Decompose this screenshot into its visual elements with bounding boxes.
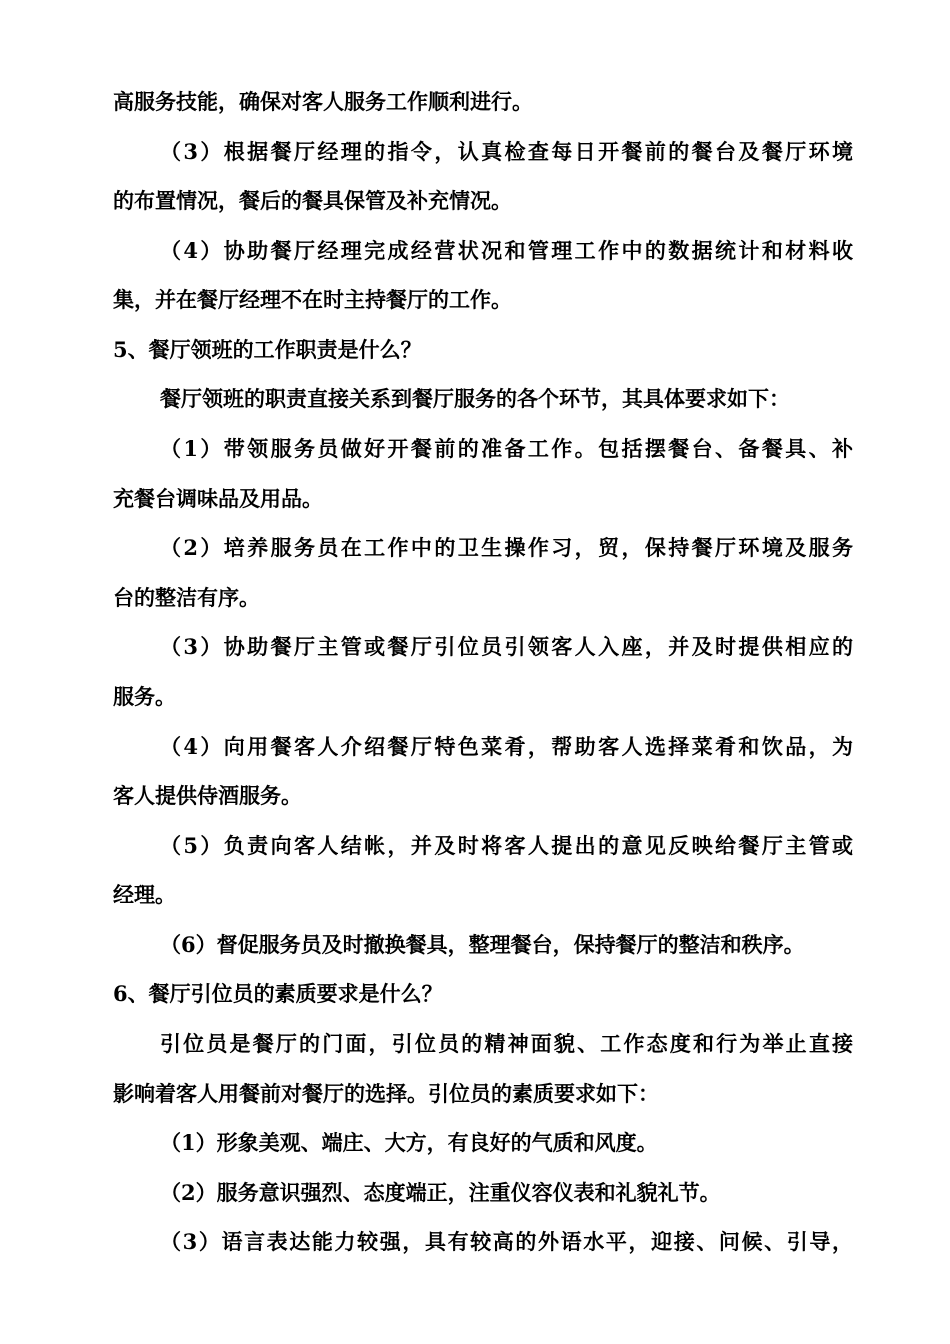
body-text-line: 的布置情况，餐后的餐具保管及补充情况。 bbox=[113, 188, 512, 213]
body-text-line: 影响着客人用餐前对餐厅的选择。引位员的素质要求如下： bbox=[113, 1081, 659, 1106]
section-heading: 6、餐厅引位员的素质要求是什么？ bbox=[113, 981, 443, 1006]
list-item-line: （3）根据餐厅经理的指令，认真检查每日开餐前的餐台及餐厅环境 bbox=[160, 139, 853, 164]
list-item-line: （4）向用餐客人介绍餐厅特色菜肴，帮助客人选择菜肴和饮品，为 bbox=[160, 734, 853, 759]
list-item-line: （2）服务意识强烈、态度端正，注重仪容仪表和礼貌礼节。 bbox=[160, 1180, 721, 1205]
list-item-line: （2）培养服务员在工作中的卫生操作习，贸，保持餐厅环境及服务 bbox=[160, 535, 853, 560]
list-item-line: （1）形象美观、端庄、大方，有良好的气质和风度。 bbox=[160, 1130, 658, 1155]
body-text-line: 高服务技能，确保对客人服务工作顺利进行。 bbox=[113, 89, 533, 114]
list-item-line: （6）督促服务员及时撤换餐具，整理餐台，保持餐厅的整洁和秩序。 bbox=[160, 932, 805, 957]
list-item-line: （3）协助餐厅主管或餐厅引位员引领客人入座，并及时提供相应的 bbox=[160, 634, 853, 659]
paragraph-line: 引位员是餐厅的门面，引位员的精神面貌、工作态度和行为举止直接 bbox=[160, 1031, 853, 1056]
section-heading: 5、餐厅领班的工作职责是什么？ bbox=[113, 337, 422, 362]
body-text-line: 经理。 bbox=[113, 882, 176, 907]
body-text-line: 客人提供侍酒服务。 bbox=[113, 783, 302, 808]
body-text-line: 服务。 bbox=[113, 684, 176, 709]
list-item-line: （1）带领服务员做好开餐前的准备工作。包括摆餐台、备餐具、补 bbox=[160, 436, 853, 461]
body-text-line: 充餐台调味品及用品。 bbox=[113, 486, 323, 511]
body-text-line: 集，并在餐厅经理不在时主持餐厅的工作。 bbox=[113, 287, 512, 312]
list-item-line: （3）语言表达能力较强，具有较高的外语水平，迎接、问候、引导， bbox=[160, 1229, 853, 1254]
paragraph-line: 餐厅领班的职责直接关系到餐厅服务的各个环节，其具体要求如下： bbox=[160, 386, 790, 411]
list-item-line: （5）负责向客人结帐，并及时将客人提出的意见反映给餐厅主管或 bbox=[160, 833, 853, 858]
body-text-line: 台的整洁有序。 bbox=[113, 585, 260, 610]
list-item-line: （4）协助餐厅经理完成经营状况和管理工作中的数据统计和材料收 bbox=[160, 238, 853, 263]
